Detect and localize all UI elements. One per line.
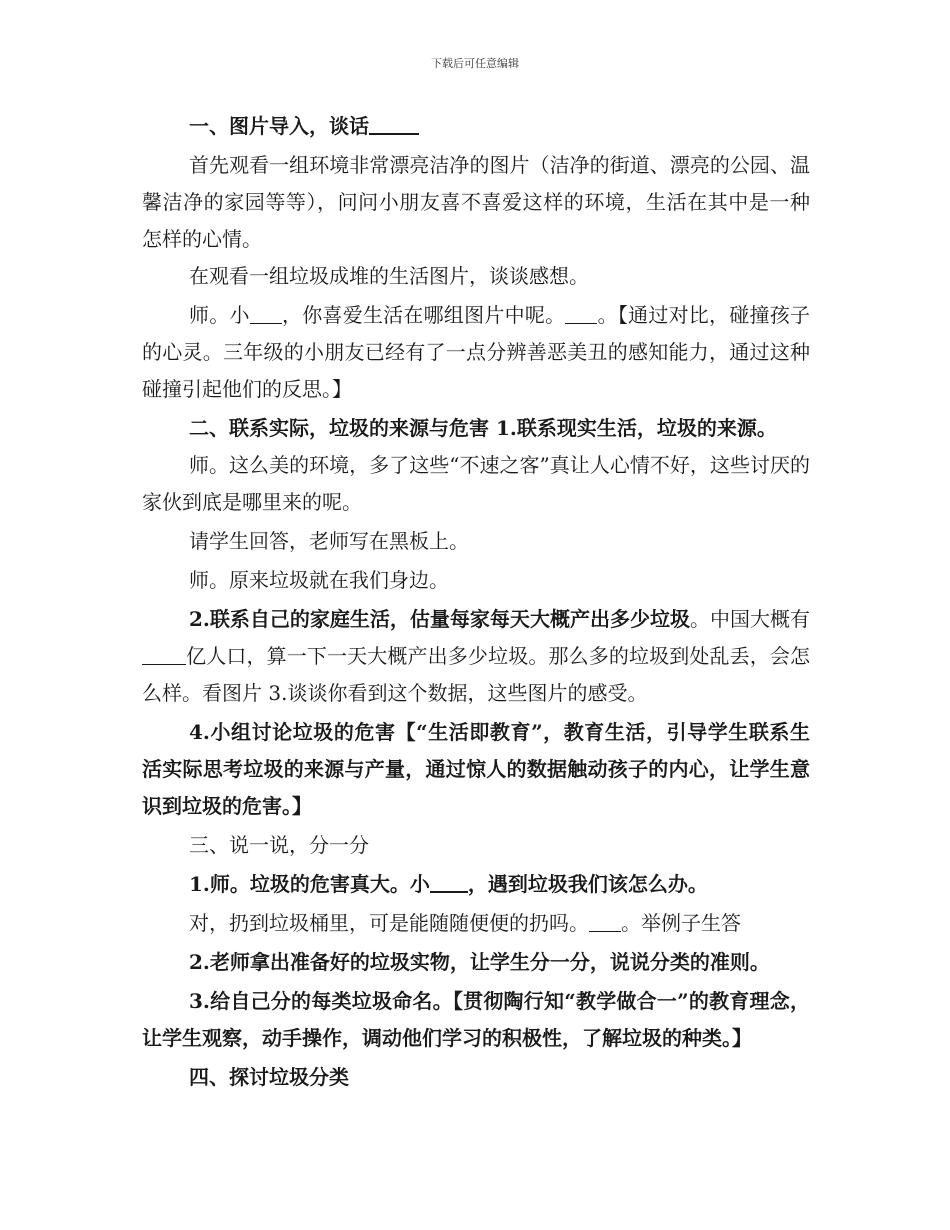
fill-blank (250, 305, 282, 324)
section-1-paragraph-2: 在观看一组垃圾成堆的生活图片，谈谈感想。 (189, 264, 589, 288)
section-1-title: 一、图片导入，谈话 (142, 108, 810, 145)
fill-blank (142, 646, 186, 665)
section-1-paragraph-3: 师。小 ，你喜爱生活在哪组图片中呢。 。【通过对比，碰撞孩子的心灵。三年级的小朋友已经有了一点分辨善恶美丑的感知能力，通过这种碰撞引起他们的反思。】 (142, 303, 811, 401)
fill-blank (589, 913, 621, 932)
header-text: 下载后可任意编辑 (431, 57, 519, 70)
section-2-title: 二、联系实际，垃圾的来源与危害 1.联系现实生活，垃圾的来源。 (189, 416, 777, 440)
section-1-paragraph-1: 首先观看一组环境非常漂亮洁净的图片（洁净的街道、漂亮的公园、温馨洁净的家园等等），问问小朋友喜不喜爱这样的环境，生活在其中是一种怎样的心情。 (142, 153, 810, 251)
fill-blank (430, 873, 468, 893)
section-3-paragraph-2: 对，扔到垃圾桶里，可是能随随便便的扔吗。 。举例子生答 (189, 911, 741, 935)
section-3-paragraph-1: 1.师。垃圾的危害真大。小 ，遇到垃圾我们该怎么办。 (189, 872, 708, 896)
section-3-paragraph-4: 3.给自己分的每类垃圾命名。【贯彻陶行知“教学做合一”的教育理念，让学生观察，动手操作，调动他们学习的积极性，了解垃圾的种类。】 (142, 989, 810, 1050)
title-blank (369, 115, 419, 135)
section-2-paragraph-4: 2.联系自己的家庭生活，估量每家每天大概产出多少垃圾。中国大概有亿人口，算一下一天大概产出多少垃圾。那么多的垃圾到处乱丢，会怎么样。看图片 3.谈谈你看到这个数据，这些图片的感受。 (142, 607, 811, 705)
section-2-paragraph-3: 师。原来垃圾就在我们身边。 (189, 568, 449, 592)
section-2-paragraph-5: 4.小组讨论垃圾的危害【“生活即教育”，教育生活，引导学生联系生活实际思考垃圾的来源与产量，通过惊人的数据触动孩子的内心，让学生意识到垃圾的危害。】 (142, 720, 810, 818)
page-header (0, 55, 950, 71)
document-body (142, 108, 810, 1096)
section-2-paragraph-1: 师。这么美的环境，多了这些“不速之客”真让人心情不好，这些讨厌的家伙到底是哪里来的呢。 (142, 453, 810, 514)
section-3-title: 三、说一说，分一分 (189, 833, 369, 857)
section-4-title: 四、探讨垃圾分类 (189, 1065, 349, 1089)
fill-blank (565, 305, 597, 324)
section-3-paragraph-3: 2.老师拿出准备好的垃圾实物，让学生分一分，说说分类的准则。 (189, 950, 770, 974)
section-2-paragraph-2: 请学生回答，老师写在黑板上。 (189, 529, 469, 553)
